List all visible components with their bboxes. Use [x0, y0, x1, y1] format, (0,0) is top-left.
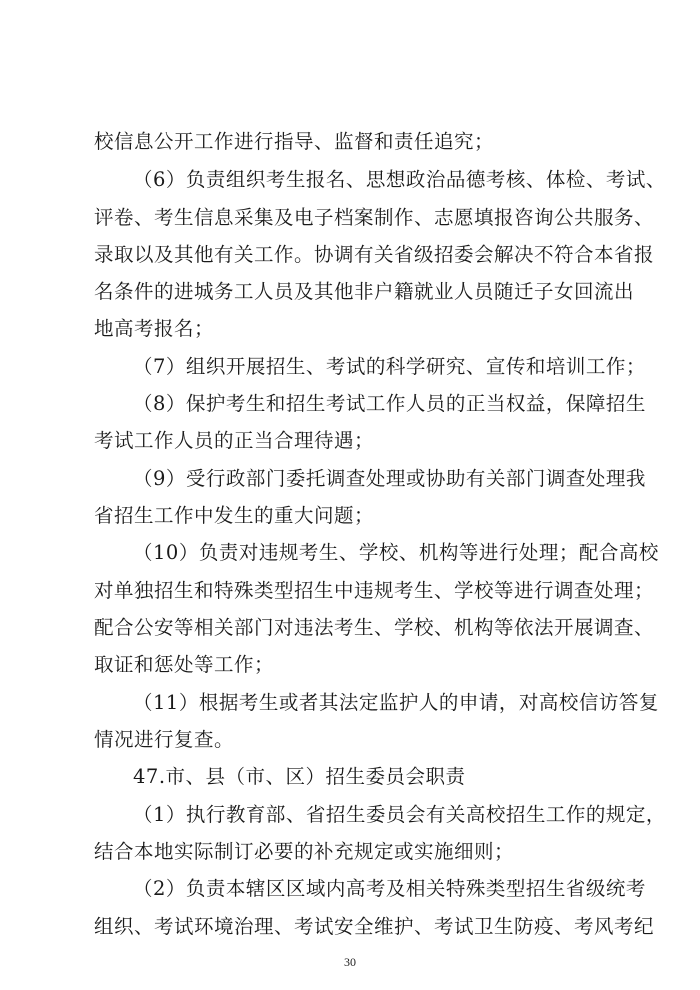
- paragraph-line: 录取以及其他有关工作。协调有关省级招委会解决不符合本省报: [94, 243, 655, 266]
- paragraph-line: 地高考报名；: [94, 317, 215, 340]
- paragraph-line: （1）执行教育部、省招生委员会有关高校招生工作的规定，: [133, 803, 666, 826]
- section-heading: 47.市、县（市、区）招生委员会职责: [133, 765, 466, 788]
- paragraph-line: 取证和惩处等工作；: [94, 653, 275, 676]
- paragraph-line: （7）组织开展招生、考试的科学研究、宣传和培训工作；: [133, 355, 646, 378]
- paragraph-line: 评卷、考生信息采集及电子档案制作、志愿填报咨询公共服务、: [94, 206, 655, 229]
- paragraph-line: 名条件的进城务工人员及其他非户籍就业人员随迁子女回流出: [94, 280, 635, 303]
- paragraph-line: 校信息公开工作进行指导、监督和责任追究；: [94, 130, 495, 153]
- paragraph-line: 省招生工作中发生的重大问题；: [94, 504, 375, 527]
- paragraph-line: 配合公安等相关部门对违法考生、学校、机构等依法开展调查、: [94, 616, 655, 639]
- paragraph-line: （11）根据考生或者其法定监护人的申请，对高校信访答复: [133, 691, 659, 714]
- paragraph-line: 组织、考试环境治理、考试安全维护、考试卫生防疫、考风考纪: [94, 915, 655, 938]
- paragraph-line: （10）负责对违规考生、学校、机构等进行处理；配合高校: [133, 541, 659, 564]
- paragraph-line: （6）负责组织考生报名、思想政治品德考核、体检、考试、: [133, 168, 666, 191]
- paragraph-line: 结合本地实际制订必要的补充规定或实施细则；: [94, 840, 515, 863]
- paragraph-line: 考试工作人员的正当合理待遇；: [94, 429, 375, 452]
- paragraph-line: （2）负责本辖区区域内高考及相关特殊类型招生省级统考: [133, 877, 646, 900]
- page-number: 30: [344, 955, 356, 969]
- paragraph-line: （9）受行政部门委托调查处理或协助有关部门调查处理我: [133, 467, 646, 490]
- paragraph-line: 情况进行复查。: [94, 728, 235, 751]
- paragraph-line: （8）保护考生和招生考试工作人员的正当权益，保障招生: [133, 392, 646, 415]
- paragraph-line: 对单独招生和特殊类型招生中违规考生、学校等进行调查处理；: [94, 579, 655, 602]
